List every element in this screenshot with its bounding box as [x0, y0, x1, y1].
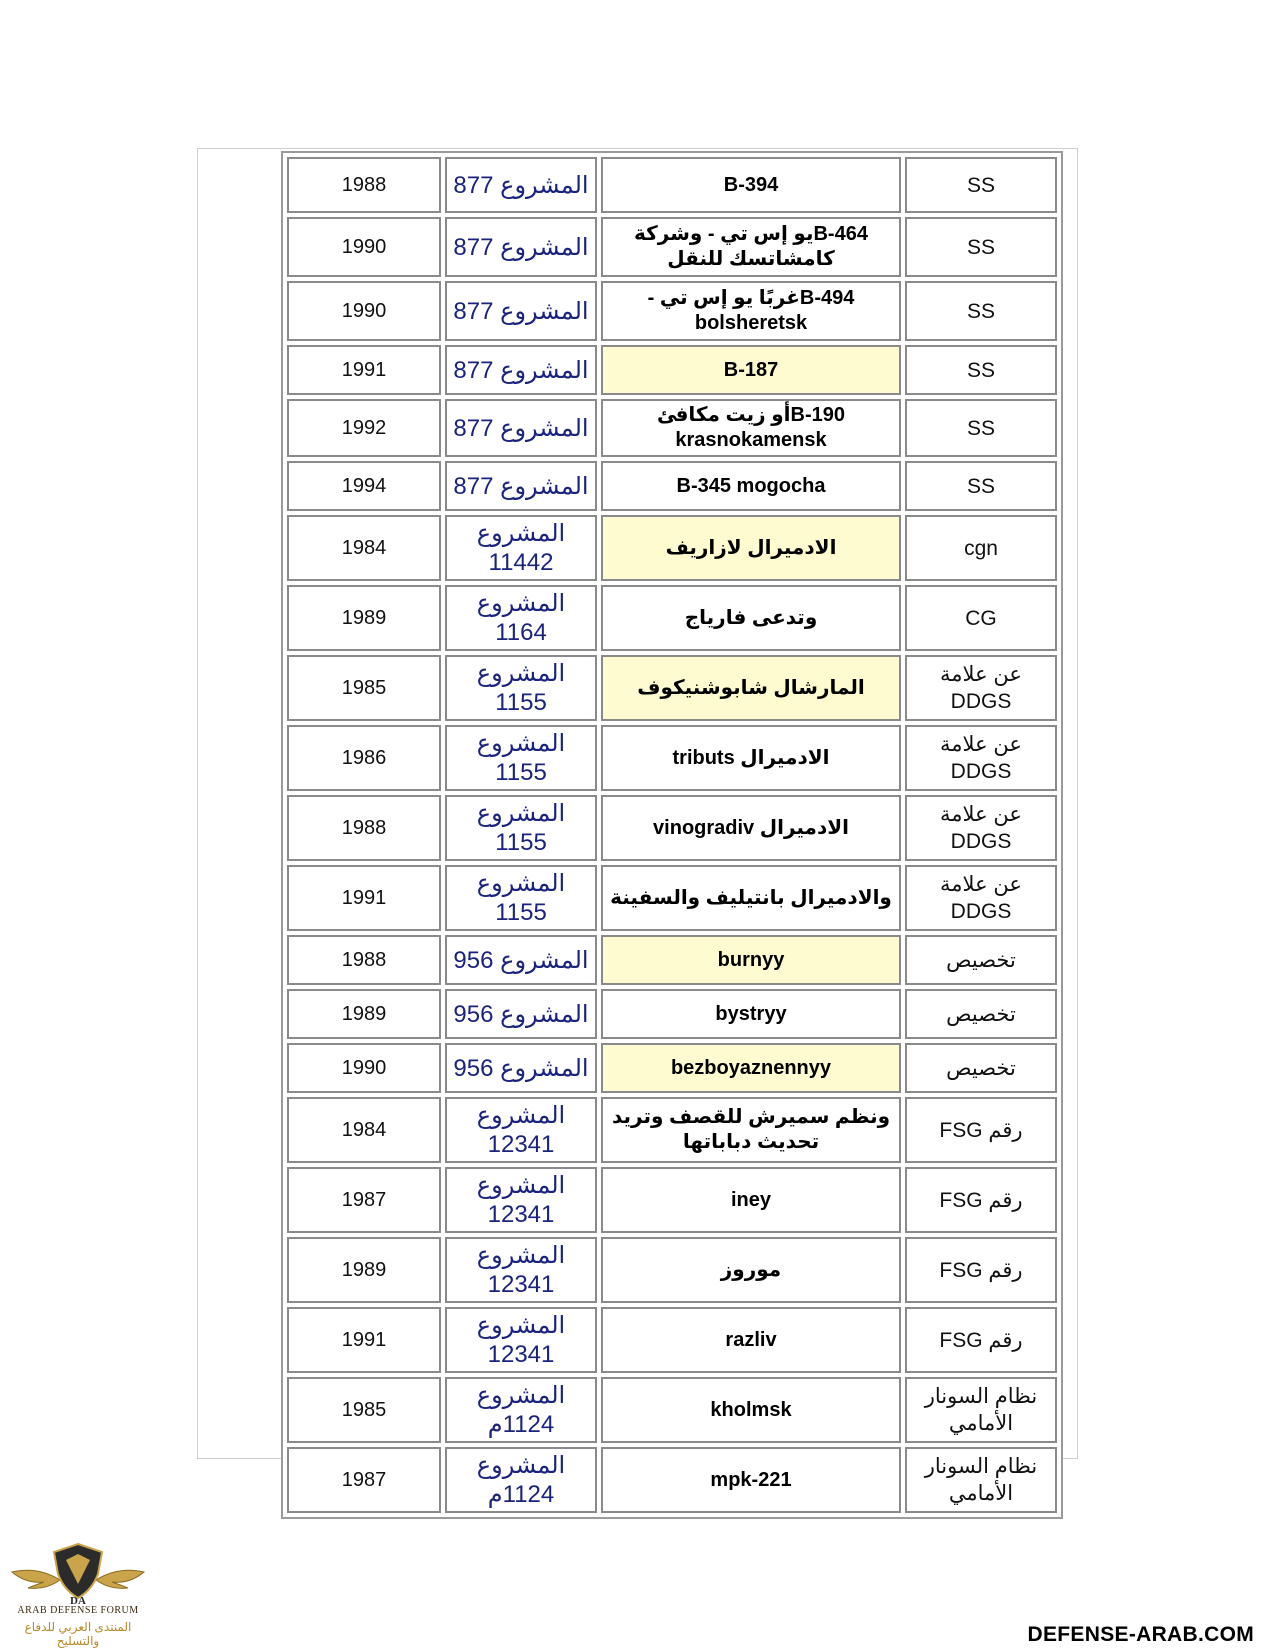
ship-name-cell: الادميرال vinogradiv	[601, 795, 901, 861]
project-cell: المشروع 11442	[445, 515, 597, 581]
table-row	[287, 865, 1057, 931]
year-cell: 1986	[287, 725, 441, 791]
ship-name-cell: burnyy	[601, 935, 901, 985]
ship-name-cell: موروز	[601, 1237, 901, 1303]
ship-type-cell: SS	[905, 399, 1057, 457]
ship-name-cell: B-464يو إس تي - وشركة كامشاتسك للنقل	[601, 217, 901, 277]
logo-text-ar: المنتدى العربي للدفاع والتسليح	[24, 1620, 132, 1648]
project-cell: المشروع 956	[445, 989, 597, 1039]
project-cell: المشروع 1155	[445, 655, 597, 721]
ship-name-cell: kholmsk	[601, 1377, 901, 1443]
ship-type-cell: تخصيص	[905, 1043, 1057, 1093]
year-cell: 1988	[287, 795, 441, 861]
year-cell: 1987	[287, 1447, 441, 1513]
ship-type-cell: CG	[905, 585, 1057, 651]
year-cell: 1988	[287, 935, 441, 985]
year-cell: 1991	[287, 345, 441, 395]
eagle-wings-icon	[8, 1540, 148, 1606]
table-row	[287, 1237, 1057, 1303]
ship-name-cell: المارشال شابوشنيكوف	[601, 655, 901, 721]
ship-name-cell: razliv	[601, 1307, 901, 1373]
table-row	[287, 461, 1057, 511]
table-row	[287, 935, 1057, 985]
ship-type-cell: تخصيص	[905, 989, 1057, 1039]
project-cell: المشروع 1124م	[445, 1377, 597, 1443]
year-cell: 1994	[287, 461, 441, 511]
project-cell: المشروع 877	[445, 399, 597, 457]
ship-type-cell: رقم FSG	[905, 1097, 1057, 1163]
ship-type-cell: عن علامة DDGS	[905, 865, 1057, 931]
table-row	[287, 795, 1057, 861]
table-row	[287, 585, 1057, 651]
ship-type-cell: رقم FSG	[905, 1237, 1057, 1303]
arab-defense-forum-logo	[8, 1540, 148, 1648]
project-cell: المشروع 877	[445, 217, 597, 277]
ship-type-cell: تخصيص	[905, 935, 1057, 985]
ship-name-cell: bezboyaznennyy	[601, 1043, 901, 1093]
table-row	[287, 157, 1057, 213]
ship-name-cell: B-345 mogocha	[601, 461, 901, 511]
table-row	[287, 515, 1057, 581]
ships-table	[281, 151, 1063, 1519]
table-row	[287, 1167, 1057, 1233]
table-row	[287, 1043, 1057, 1093]
ship-name-cell: B-190أو زيت مكافئ krasnokamensk	[601, 399, 901, 457]
project-cell: المشروع 1155	[445, 795, 597, 861]
ship-type-cell: رقم FSG	[905, 1167, 1057, 1233]
ship-name-cell: B-394	[601, 157, 901, 213]
ship-type-cell: SS	[905, 345, 1057, 395]
table-row	[287, 345, 1057, 395]
ship-type-cell: SS	[905, 281, 1057, 341]
table-row	[287, 281, 1057, 341]
year-cell: 1984	[287, 1097, 441, 1163]
year-cell: 1985	[287, 1377, 441, 1443]
ship-name-cell: وتدعى فارياج	[601, 585, 901, 651]
ship-name-cell: والادميرال بانتيليف والسفينة	[601, 865, 901, 931]
table-row	[287, 1447, 1057, 1513]
project-cell: المشروع 1155	[445, 865, 597, 931]
year-cell: 1988	[287, 157, 441, 213]
project-cell: المشروع 12341	[445, 1237, 597, 1303]
ship-name-cell: B-187	[601, 345, 901, 395]
ships-table-body	[287, 157, 1057, 1513]
project-cell: المشروع 1164	[445, 585, 597, 651]
table-row	[287, 725, 1057, 791]
ship-type-cell: cgn	[905, 515, 1057, 581]
year-cell: 1991	[287, 865, 441, 931]
table-row	[287, 655, 1057, 721]
ship-type-cell: رقم FSG	[905, 1307, 1057, 1373]
year-cell: 1985	[287, 655, 441, 721]
project-cell: المشروع 877	[445, 461, 597, 511]
project-cell: المشروع 12341	[445, 1097, 597, 1163]
table-row	[287, 399, 1057, 457]
year-cell: 1991	[287, 1307, 441, 1373]
year-cell: 1984	[287, 515, 441, 581]
table-row	[287, 1377, 1057, 1443]
project-cell: المشروع 1124م	[445, 1447, 597, 1513]
project-cell: المشروع 956	[445, 1043, 597, 1093]
ship-type-cell: نظام السونار الأمامي	[905, 1447, 1057, 1513]
project-cell: المشروع 877	[445, 157, 597, 213]
table-row	[287, 1307, 1057, 1373]
ship-type-cell: SS	[905, 217, 1057, 277]
logo-text-en: ARAB DEFENSE FORUM	[17, 1605, 139, 1616]
project-cell: المشروع 1155	[445, 725, 597, 791]
year-cell: 1992	[287, 399, 441, 457]
project-cell: المشروع 12341	[445, 1167, 597, 1233]
year-cell: 1990	[287, 281, 441, 341]
ship-name-cell: mpk-221	[601, 1447, 901, 1513]
ship-type-cell: عن علامة DDGS	[905, 725, 1057, 791]
ship-type-cell: عن علامة DDGS	[905, 795, 1057, 861]
year-cell: 1989	[287, 1237, 441, 1303]
logo-monogram: DA	[70, 1595, 86, 1606]
ship-name-cell: الادميرال tributs	[601, 725, 901, 791]
project-cell: المشروع 877	[445, 281, 597, 341]
year-cell: 1990	[287, 1043, 441, 1093]
table-row	[287, 217, 1057, 277]
ship-name-cell: B-494غربًا يو إس تي - bolsheretsk	[601, 281, 901, 341]
site-url: DEFENSE-ARAB.COM	[1027, 1623, 1254, 1646]
table-row	[287, 1097, 1057, 1163]
project-cell: المشروع 877	[445, 345, 597, 395]
year-cell: 1990	[287, 217, 441, 277]
year-cell: 1989	[287, 989, 441, 1039]
year-cell: 1987	[287, 1167, 441, 1233]
ship-name-cell: ونظم سميرش للقصف وتريد تحديث دباباتها	[601, 1097, 901, 1163]
ship-type-cell: SS	[905, 461, 1057, 511]
table-row	[287, 989, 1057, 1039]
ship-type-cell: SS	[905, 157, 1057, 213]
ship-type-cell: نظام السونار الأمامي	[905, 1377, 1057, 1443]
year-cell: 1989	[287, 585, 441, 651]
project-cell: المشروع 12341	[445, 1307, 597, 1373]
ship-name-cell: iney	[601, 1167, 901, 1233]
ship-type-cell: عن علامة DDGS	[905, 655, 1057, 721]
project-cell: المشروع 956	[445, 935, 597, 985]
ship-name-cell: bystryy	[601, 989, 901, 1039]
ship-name-cell: الادميرال لازاريف	[601, 515, 901, 581]
